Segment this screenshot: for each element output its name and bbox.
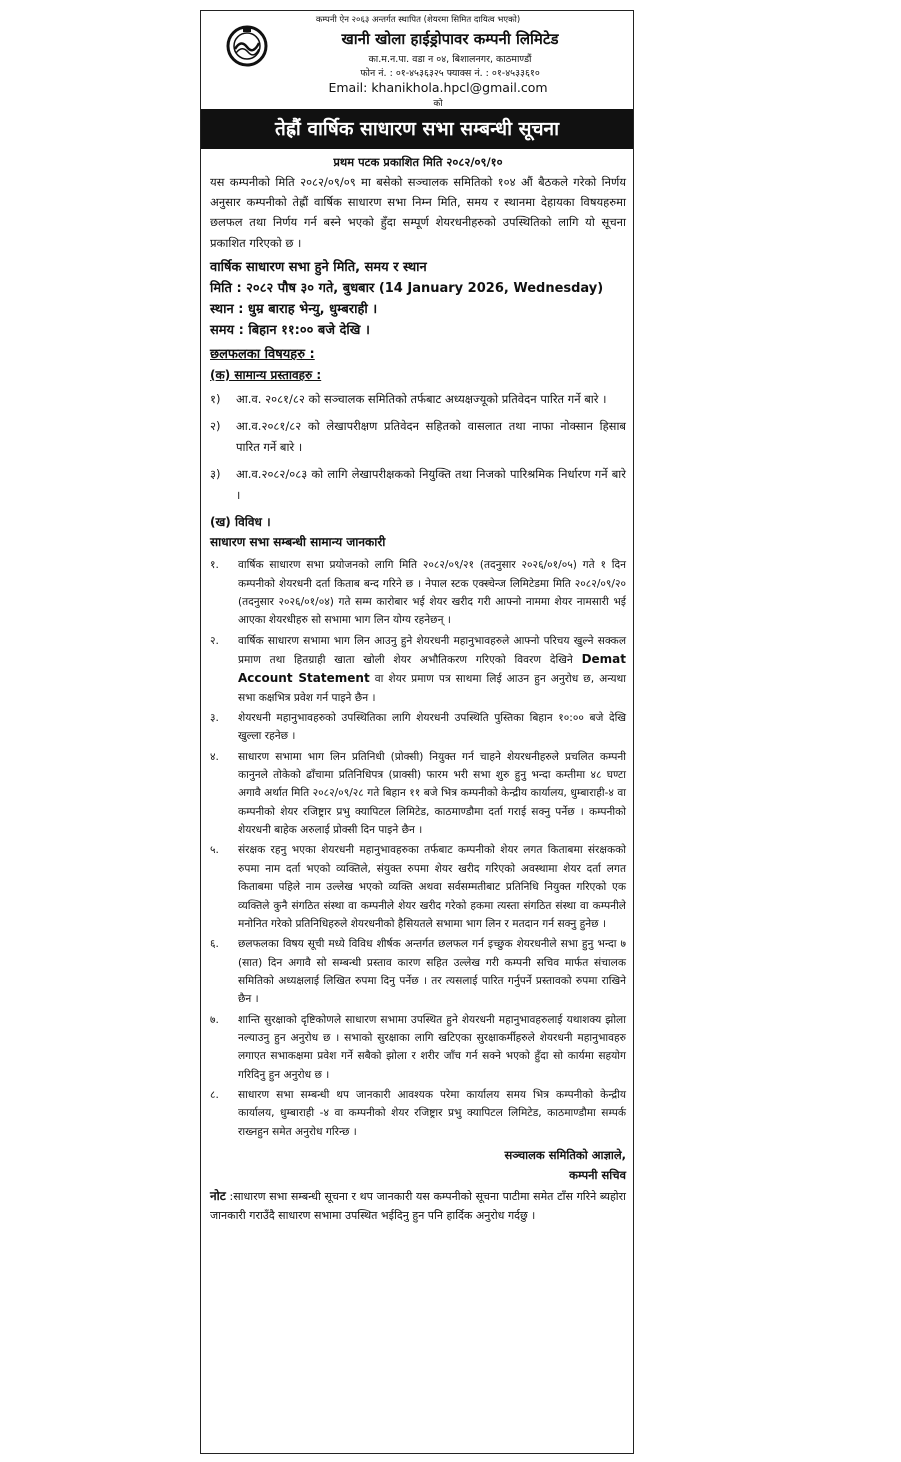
info-item-number: २. bbox=[210, 634, 219, 647]
info-item-text-after: वा शेयर प्रमाण पत्र साथमा लिई आउन हुन अनुरोध छ, अन्यथा सभा कक्षभित्र प्रवेश गर्न पाइने छैन । bbox=[238, 673, 626, 704]
note-text: :साधारण सभा सम्बन्धी सूचना र थप जानकारी यस कम्पनीको सूचना पाटीमा समेत टाँस गरिने ब्यहोरा जानकारी गराउँदै साधारण सभामा उपस्थित भईदिनु हुन पनि हार्दिक अनुरोध गर्दछु । bbox=[210, 1189, 626, 1222]
info-item-text: साधारण सभा सम्बन्धी थप जानकारी आवश्यक परेमा कार्यालय समय भित्र कम्पनीको केन्द्रीय कार्यालय, धुम्बाराही -४ वा कम्पनीको शेयर रजिष्ट्रार प्रभु क्यापिटल लिमिटेड, काठमाण्डौमा सम्पर्क राख्नहुन समेत अनुरोध गरिन्छ । bbox=[238, 1088, 626, 1138]
meeting-time: समय : बिहान ११:०० बजे देखि । bbox=[210, 322, 370, 338]
info-item-number: ४. bbox=[210, 750, 219, 763]
signature-line-1: सञ्चालक समितिको आज्ञाले, bbox=[504, 1147, 626, 1162]
registration-line: कम्पनी ऐन २०६३ अन्तर्गत स्थापित (शेयरमा सिमित दायित्व भएको) bbox=[315, 15, 521, 25]
info-item bbox=[210, 841, 626, 933]
agenda-item bbox=[210, 416, 626, 457]
agenda-item bbox=[210, 464, 626, 505]
info-item bbox=[210, 632, 626, 707]
info-item bbox=[210, 556, 626, 629]
info-item-text bbox=[238, 632, 626, 707]
intro-paragraph: यस कम्पनीको मिति २०८२/०९/०९ मा बसेको सञ्चालक समितिको १०४ औं बैठकले गरेको निर्णय अनुसार कम्पनीको तेह्रौं वार्षिक साधारण सभा निम्न मिति, समय र स्थानमा देहायका विषयहरुमा छलफल तथा निर्णय गर्न बस्ने भएको हुँदा सम्पूर्ण शेयरधनीहरुको उपस्थितिको लागि यो सूचना प्रकाशित गरिएको छ । bbox=[210, 175, 626, 250]
ko-text: को bbox=[433, 99, 443, 109]
agenda-item-number: २) bbox=[210, 419, 221, 434]
letterhead bbox=[210, 11, 626, 109]
agenda-item-text: आ.व.२०८१/८२ को लेखापरीक्षण प्रतिवेदन सहितको वासलात तथा नाफा नोक्सान हिसाब पारित गर्ने बारे । bbox=[236, 419, 626, 454]
company-name: खानी खोला हाईड्रोपावर कम्पनी लिमिटेड bbox=[341, 30, 559, 48]
info-item-text: साधारण सभामा भाग लिन प्रतिनिधी (प्रोक्सी) नियुक्त गर्न चाहने शेयरधनीहरुले प्रचलित कम्पनी कानुनले तोकेको ढाँचामा प्रतिनिधिपत्र (प्राक्सी) फारम भरी सभा शुरु हुनु भन्दा कम्तीमा ४८ घण्टा अगावै अर्थात मिति २०८२/०९/२८ गते बिहान ११ बजे भित्र कम्पनीको केन्द्रीय कार्यालय, धुम्बाराही-४ वा कम्पनीको शेयर रजिष्ट्रार प्रभु क्यापिटल लिमिटेड, काठमाण्डौमा दर्ता गराई सक्नु पर्नेछ । कम्पनीको शेयरधनी बाहेक अरुलाई प्रोक्सी दिन पाइने छैन । bbox=[238, 750, 626, 837]
info-item-number: ८. bbox=[210, 1088, 219, 1101]
agenda-item-number: ३) bbox=[210, 467, 221, 482]
info-item-number: ३. bbox=[210, 712, 219, 725]
company-phone: फोन नं. : ०१-४५३६३२५ फ्याक्स नं. : ०१-४५३३६१० bbox=[360, 68, 540, 79]
signature-line-2: कम्पनी सचिव bbox=[569, 1167, 626, 1182]
info-item bbox=[210, 935, 626, 1008]
info-item-number: ७. bbox=[210, 1013, 219, 1026]
company-email: Email: khanikhola.hpcl@gmail.com bbox=[328, 80, 548, 95]
info-item-number: ५. bbox=[210, 844, 219, 857]
note-paragraph bbox=[210, 1187, 626, 1225]
info-item-number: १. bbox=[210, 559, 219, 572]
agenda-item bbox=[210, 389, 626, 410]
info-item-text: संरक्षक रहनु भएका शेयरधनी महानुभावहरुका तर्फबाट कम्पनीको शेयर लगत किताबमा संरक्षकको रुपमा नाम दर्ता भएको व्यक्तिले, संयुक्त रुपमा शेयर खरीद गरिएको अवस्थामा शेयर दर्ता लगत किताबमा पहिले नाम उल्लेख भएको व्यक्ति अथवा सर्वसम्मतीबाट प्रतिनिधि नियुक्त गरिएको एक व्यक्तिले कुनै संगठित संस्था वा कम्पनीले शेयर खरीद गरेको हकमा त्यस्ता संगठित संस्था वा कम्पनीले मनोनित गरेको प्रतिनिधिहरुले शेयरधनीको हैसियतले सभामा भाग लिन र मतदान गर्न सक्नु हुनेछ । bbox=[238, 844, 626, 930]
company-logo-icon bbox=[226, 25, 268, 67]
demat-statement: Demat Account Statement bbox=[238, 652, 627, 686]
misc-heading: (ख) विविध । bbox=[210, 515, 271, 530]
general-info-heading: साधारण सभा सम्बन्धी सामान्य जानकारी bbox=[210, 535, 386, 550]
info-item-text: छलफलका विषय सूची मध्ये विविध शीर्षक अन्तर्गत छलफल गर्न इच्छुक शेयरधनीले सभा हुनु भन्दा ७ (सात) दिन अगावै सो सम्बन्धी प्रस्ताव कारण सहित उल्लेख गरी कम्पनी सचिव मार्फत संचालक समितिको अध्यक्षलाई लिखित रुपमा दिनु पर्नेछ । तर त्यसलाई पारित गर्नुपर्ने प्रस्तावको रुपमा राखिने छैन । bbox=[238, 938, 626, 1006]
meeting-heading: वार्षिक साधारण सभा हुने मिति, समय र स्थान bbox=[210, 259, 427, 275]
info-item bbox=[210, 748, 626, 840]
info-item-text-before: वार्षिक साधारण सभामा भाग लिन आउनु हुने शेयरधनी महानुभावहरुले आफ्नो परिचय खुल्ने सक्कल प्रमाण तथा हितग्राही खाता खोली शेयर अभौतिकरण गरिएको विवरण देखिने bbox=[238, 634, 626, 667]
info-item bbox=[210, 709, 626, 746]
notice-title-banner: तेह्रौं वार्षिक साधारण सभा सम्बन्धी सूचना bbox=[201, 109, 633, 149]
info-item-text: वार्षिक साधारण सभा प्रयोजनको लागि मिति २०८२/०९/२१ (तदनुसार २०२६/०१/०५) गते १ दिन कम्पनीको शेयरधनी दर्ता किताब बन्द गरिने छ । नेपाल स्टक एक्स्चेन्ज लिमिटेडमा मिति २०८२/०९/२० (तदनुसार २०२६/०१/०४) गते सम्म कारोबार भई शेयर खरीद गरी आफ्नो नाममा शेयर नामसारी भई आएका शेयरधीहरु सो सभामा भाग लिन योग्य रहनेछन् । bbox=[238, 559, 626, 627]
meeting-venue: स्थान : धुम्र बाराह भेन्यु, धुम्बराही । bbox=[210, 301, 378, 317]
info-item bbox=[210, 1011, 626, 1084]
agenda-item-text: आ.व. २०८१/८२ को सञ्चालक समितिको तर्फबाट अध्यक्षज्यूको प्रतिवेदन पारित गर्ने बारे । bbox=[236, 391, 607, 406]
agenda-heading: छलफलका विषयहरु : bbox=[210, 346, 315, 362]
company-address: का.म.न.पा. वडा न ०४, बिशालनगर, काठमाण्डौं bbox=[368, 54, 532, 65]
general-proposals-heading: (क) सामान्य प्रस्तावहरु : bbox=[210, 367, 322, 382]
notice-box bbox=[200, 10, 634, 1454]
info-item bbox=[210, 1086, 626, 1141]
info-item-text: शान्ति सुरक्षाको दृष्टिकोणले साधारण सभामा उपस्थित हुने शेयरधनी महानुभावहरुलाई यथाशक्य झोला नल्याउनु हुन अनुरोध छ । सभाको सुरक्षाका लागि खटिएका सुरक्षाकर्मीहरुले शेयरधनी महानुभावहरु लगाएत सभाकक्षमा प्रवेश गर्ने सबैको झोला र शरीर जाँच गर्न सक्ने भएको हुँदा सो कार्यमा सहयोग गरिदिनु हुन अनुरोध छ । bbox=[238, 1013, 626, 1081]
meeting-date: मिति : २०८२ पौष ३० गते, बुधबार (14 January 2026, Wednesday) bbox=[210, 280, 604, 296]
info-item-text: शेयरधनी महानुभावहरुको उपस्थितिका लागि शेयरधनी उपस्थिति पुस्तिका बिहान १०:०० बजे देखि खुल्ला रहनेछ । bbox=[238, 712, 626, 743]
note-label: नोट bbox=[210, 1188, 226, 1203]
first-published-date: प्रथम पटक प्रकाशित मिति २०८२/०९/१० bbox=[333, 155, 503, 169]
info-item-number: ६. bbox=[210, 938, 219, 951]
agenda-item-text: आ.व.२०८२/०८३ को लागि लेखापरीक्षकको नियुक्ति तथा निजको पारिश्रमिक निर्धारण गर्ने बारे । bbox=[236, 467, 626, 502]
agenda-item-number: १) bbox=[210, 391, 221, 406]
signature-block bbox=[210, 1145, 626, 1185]
